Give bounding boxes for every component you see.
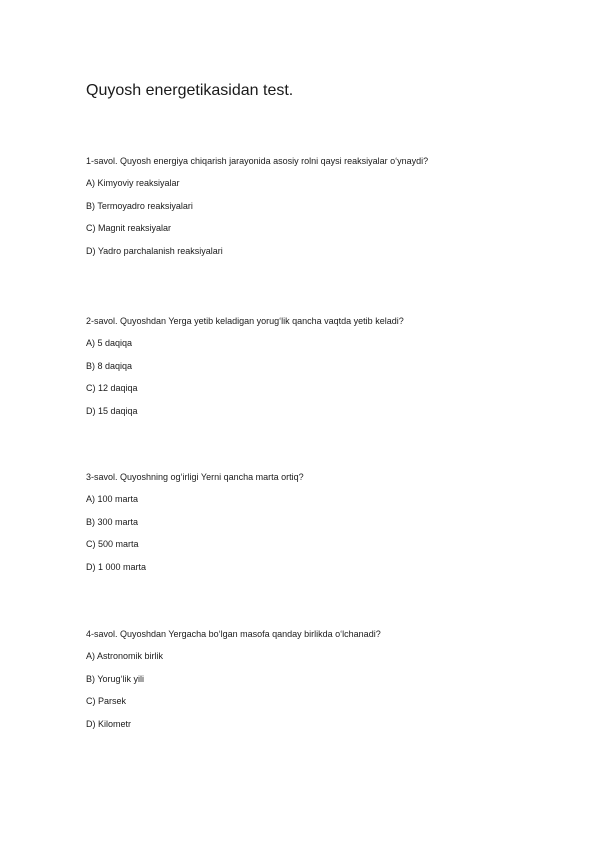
option-c: C) Parsek [86,696,127,706]
document-title: Quyosh energetikasidan test. [86,82,294,99]
question-4 [86,628,566,740]
question-text: 2-savol. Quyoshdan Yerga yetib keladigan yorug‘lik qancha vaqtda yetib keladi? [86,316,404,326]
option-a: A) Astronomik birlik [86,651,164,661]
question-1 [86,155,566,267]
option-d: D) Yadro parchalanish reaksiyalari [86,245,223,256]
option-d: D) 15 daqiqa [86,405,138,416]
option-a: A) 5 daqiqa [86,338,133,348]
option-d: D) 1 000 marta [86,561,147,572]
question-3 [86,471,566,583]
option-b: B) 8 daqiqa [86,360,133,371]
option-c: C) 12 daqiqa [86,383,138,393]
option-a: A) Kimyoviy reaksiyalar [86,178,180,188]
question-text: 4-savol. Quyoshdan Yergacha bo‘lgan masofa qanday birlikda o‘lchanadi? [86,629,381,639]
option-b: B) Termoyadro reaksiyalari [86,200,193,211]
question-text: 1-savol. Quyosh energiya chiqarish jarayonida asosiy rolni qaysi reaksiyalar o‘ynaydi? [86,156,429,166]
option-b: B) 300 marta [86,516,139,527]
option-a: A) 100 marta [86,494,139,504]
option-d: D) Kilometr [86,718,132,729]
question-text: 3-savol. Quyoshning og‘irligi Yerni qancha marta ortiq? [86,472,304,482]
question-2 [86,315,566,427]
option-c: C) 500 marta [86,539,139,549]
option-b: B) Yorug‘lik yili [86,673,145,684]
option-c: C) Magnit reaksiyalar [86,223,172,233]
